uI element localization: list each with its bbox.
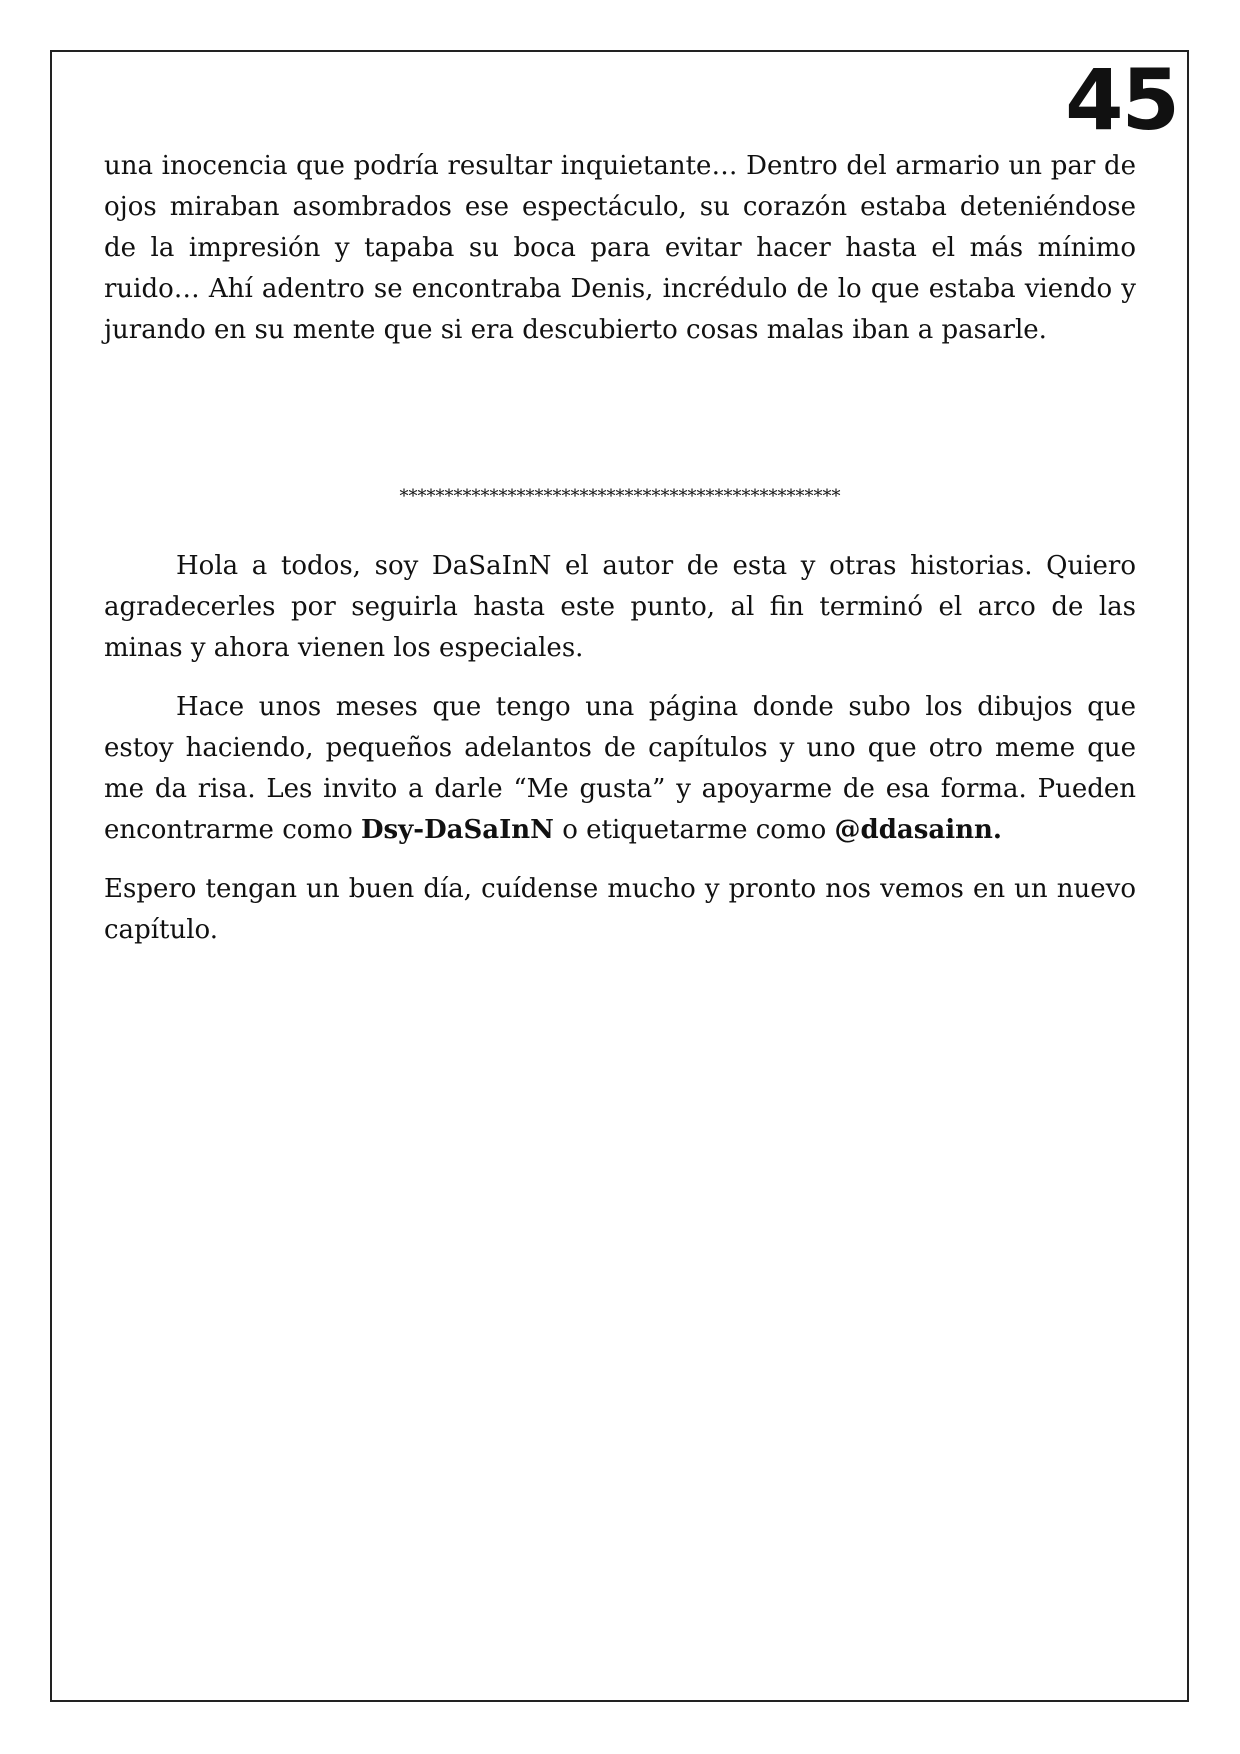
author-note-paragraph-1: Hola a todos, soy DaSaInN el autor de esta y otras historias. Quiero agradecerles por seguirla hasta este punto, al fin terminó el arco de las minas y ahora vienen los especiales.: [104, 551, 1136, 663]
story-continuation: [104, 146, 1136, 351]
section-separator: *************************************************: [399, 486, 841, 507]
author-note-paragraph-3: Espero tengan un buen día, cuídense mucho y pronto nos vemos en un nuevo capítulo.: [104, 874, 1136, 945]
paragraph-2-text: Hace unos meses que tengo una página donde subo los dibujos que estoy haciendo, pequeños adelantos de capítulos y uno que otro meme que me da risa. Les invito a darle “Me gusta” y apoyarme de esa forma. Pueden encontrarme como: [104, 692, 1136, 845]
social-handle: @ddasainn.: [834, 815, 1002, 845]
page-number: 45: [1065, 51, 1178, 149]
paragraph-2-middle: o etiquetarme como: [553, 815, 835, 845]
author-note: [104, 546, 1136, 969]
page-name: Dsy-DaSaInN: [361, 815, 554, 845]
author-note-paragraph-2: [104, 687, 1136, 851]
continuation-paragraph: una inocencia que podría resultar inquietante… Dentro del armario un par de ojos miraban asombrados ese espectáculo, su corazón estaba deteniéndose de la impresión y tapaba su boca para evitar hacer hasta el más mínimo ruido… Ahí adentro se encontraba Denis, incrédulo de lo que estaba viendo y jurando en su mente que si era descubierto cosas malas iban a pasarle.: [104, 151, 1136, 345]
